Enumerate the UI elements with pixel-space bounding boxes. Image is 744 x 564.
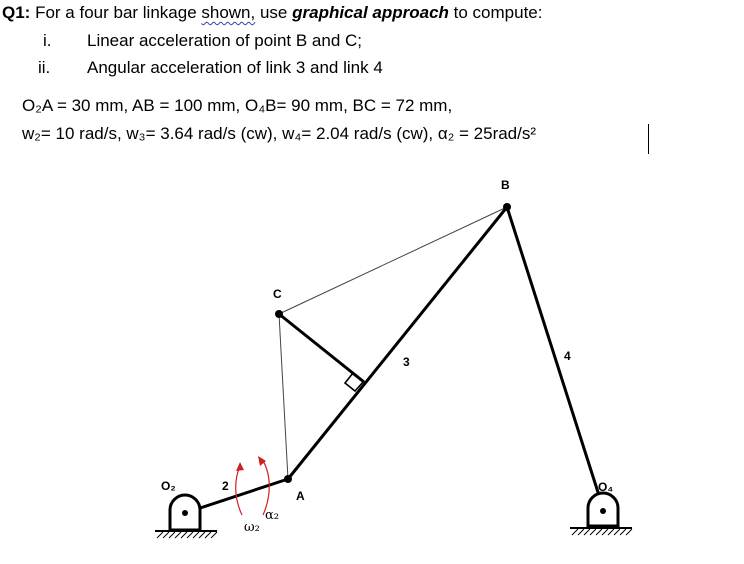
label-link-2: 2: [222, 479, 229, 493]
line-ca: [279, 314, 288, 479]
joint-c: [275, 310, 283, 318]
question-method: graphical approach: [292, 3, 449, 22]
perpendicular-c: [279, 314, 364, 382]
link-3: [288, 207, 507, 479]
label-o2: O₂: [161, 479, 176, 493]
item-2-text: Angular acceleration of link 3 and link 4: [87, 58, 383, 77]
ground-support-o2: [155, 495, 217, 538]
omega2-arrow: [236, 466, 242, 515]
question-text-a: For a four bar linkage: [30, 3, 202, 22]
link-4: [507, 207, 603, 508]
line-cb: [279, 207, 507, 314]
label-b: B: [501, 178, 510, 192]
label-omega2: ω₂: [244, 520, 260, 535]
joint-b: [503, 203, 511, 211]
item-1-number: i.: [43, 31, 52, 50]
question-text-c: to compute:: [448, 3, 543, 22]
label-link-3: 3: [403, 355, 410, 369]
ground-support-o4: [570, 493, 632, 535]
label-a: A: [296, 489, 305, 503]
question-prefix: Q1:: [2, 3, 31, 22]
given-line-2: w₂= 10 rad/s, w₃= 3.64 rad/s (cw), w₄= 2.04 rad/s (cw), α₂ = 25rad/s²: [22, 124, 537, 143]
label-link-4: 4: [564, 349, 571, 363]
label-c: C: [273, 287, 282, 301]
label-alpha2: α₂: [265, 508, 279, 523]
given-line-1: O₂A = 30 mm, AB = 100 mm, O₄B= 90 mm, BC = 72 mm,: [22, 96, 453, 115]
question-shown: shown,: [201, 3, 256, 22]
question-text-b: use: [255, 3, 293, 22]
item-1-text: Linear acceleration of point B and C;: [87, 31, 363, 50]
item-2-number: ii.: [38, 58, 51, 77]
joint-a: [284, 475, 292, 483]
label-o4: O₄: [598, 480, 614, 494]
omega2-arrowhead: [236, 462, 244, 471]
